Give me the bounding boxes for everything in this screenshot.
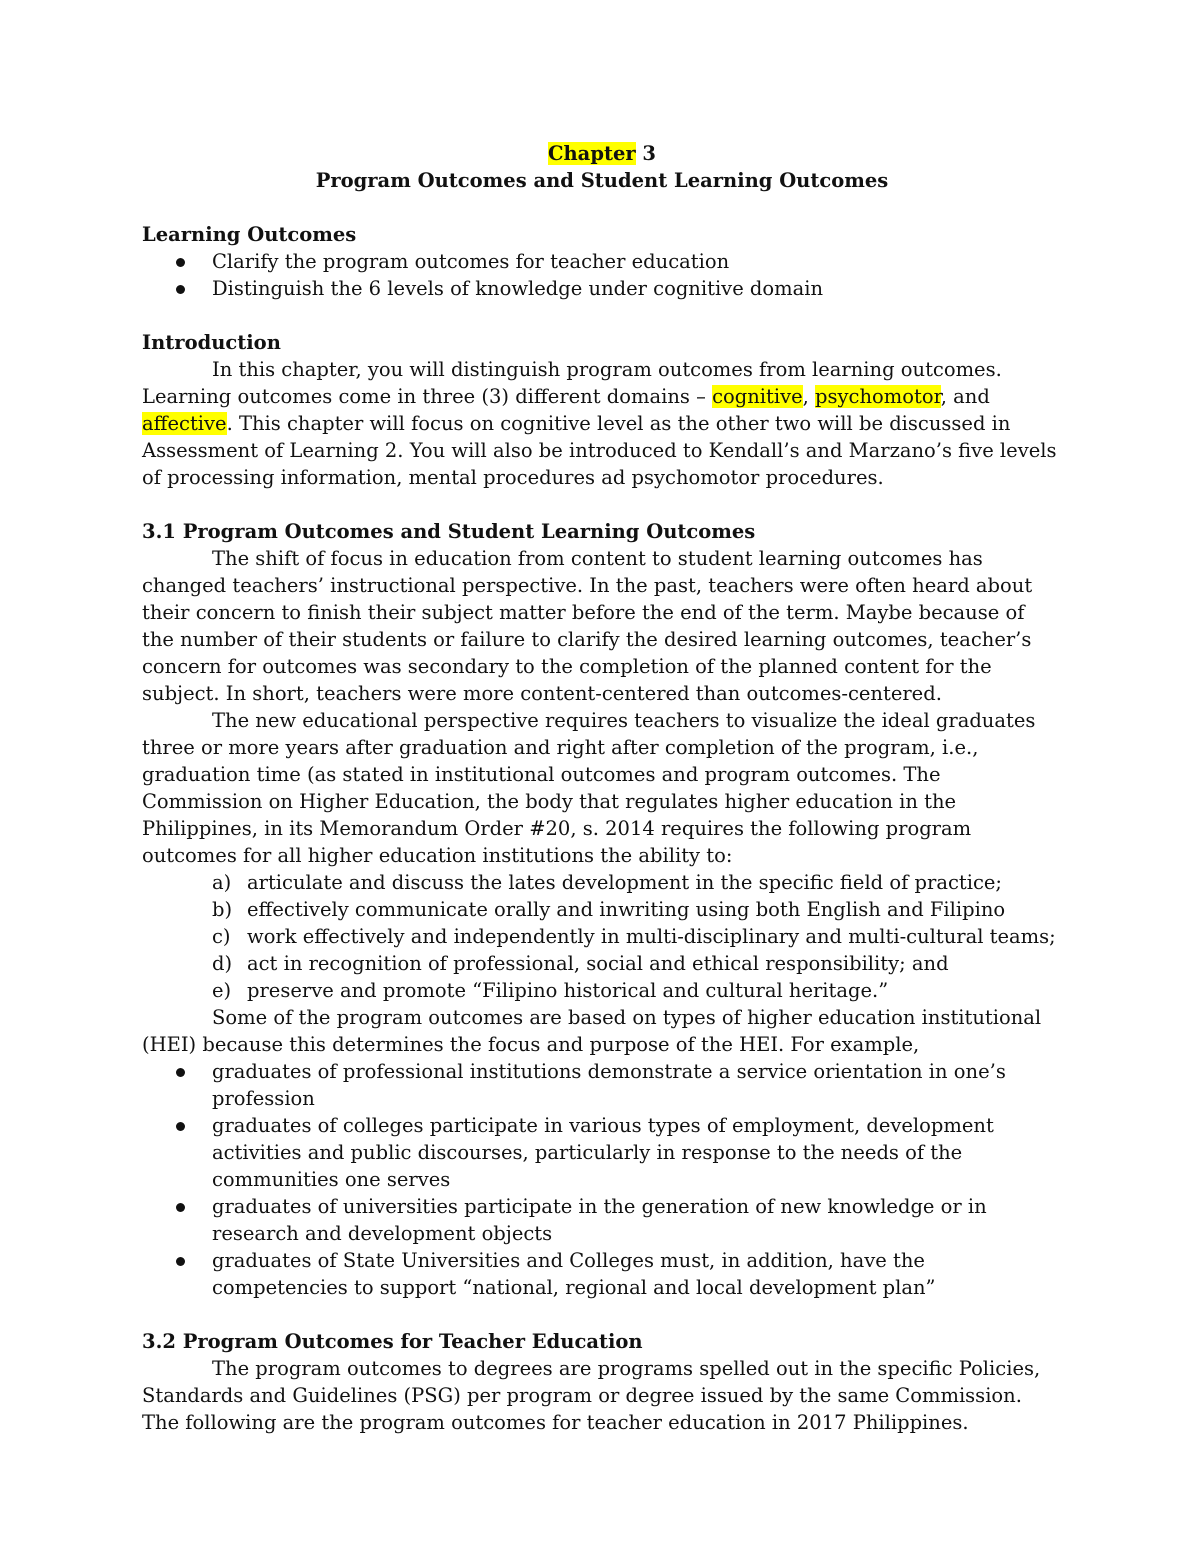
list-item	[142, 869, 1062, 896]
list-item-text: effectively communicate orally and inwriting using both English and Filipino	[247, 898, 1006, 921]
list-item	[142, 977, 1062, 1004]
list-item: graduates of universities participate in the generation of new knowledge or in research and development objects	[142, 1193, 1062, 1247]
list-marker: e)	[212, 979, 232, 1002]
spacer	[142, 302, 1062, 329]
section-3-2-paragraph: The program outcomes to degrees are programs spelled out in the specific Policies, Standards and Guidelines (PSG) per program or degree issued by the same Commission. The following are the program outcomes for teacher education in 2017 Philippines.	[142, 1357, 1041, 1434]
section-3-2-heading: 3.2 Program Outcomes for Teacher Education	[142, 1330, 643, 1353]
list-item-text: articulate and discuss the lates development in the specific field of practice;	[247, 871, 1002, 894]
intro-separator: ,	[802, 385, 816, 408]
list-item: graduates of State Universities and Colleges must, in addition, have the competencies to support “national, regional and local development plan”	[142, 1247, 1062, 1301]
domain-cognitive-highlight: cognitive	[712, 385, 803, 408]
list-item	[142, 896, 1062, 923]
list-item-text: act in recognition of professional, social and ethical responsibility; and	[247, 952, 949, 975]
list-item: Distinguish the 6 levels of knowledge under cognitive domain	[142, 275, 1062, 302]
list-marker: b)	[212, 898, 233, 921]
section-3-1-paragraph: The shift of focus in education from content to student learning outcomes has changed teachers’ instructional perspective. In the past, teachers were often heard about their concern to finish their subject matter before the end of the term. Maybe because of the number of their students or failure to clarify the desired learning outcomes, teacher’s concern for outcomes was secondary to the completion of the planned content for the subject. In short, teachers were more content-centered than outcomes-centered.	[142, 547, 1033, 705]
chapter-title: Program Outcomes and Student Learning Outcomes	[315, 169, 889, 192]
section-3-1-heading: 3.1 Program Outcomes and Student Learning Outcomes	[142, 520, 756, 543]
learning-outcomes-list	[142, 248, 1062, 302]
document-page	[142, 140, 1062, 1436]
section-3-1-paragraph: The new educational perspective requires teachers to visualize the ideal graduates three or more years after graduation and right after completion of the program, i.e., graduation time (as stated in institutional outcomes and program outcomes. The Commission on Higher Education, the body that regulates higher education in the Philippines, in its Memorandum Order #20, s. 2014 requires the following program outcomes for all higher education institutions the ability to:	[142, 709, 1036, 867]
list-item	[142, 923, 1062, 950]
domain-affective-highlight: affective	[142, 412, 227, 435]
hei-examples-list	[142, 1058, 1062, 1301]
list-marker: c)	[212, 925, 231, 948]
intro-text: . This chapter will focus on cognitive level as the other two will be discussed in Assessment of Learning 2. You will also be introduced to Kendall’s and Marzano’s five levels of processing information, mental procedures ad psychomotor procedures.	[142, 412, 1057, 489]
program-outcomes-list	[142, 869, 1062, 1004]
list-item	[142, 950, 1062, 977]
learning-outcomes-heading: Learning Outcomes	[142, 223, 357, 246]
spacer	[142, 1301, 1062, 1328]
spacer	[142, 194, 1062, 221]
intro-text: In this chapter, you will distinguish program outcomes from learning outcomes. Learning outcomes come in three (3) different domains –	[142, 358, 1002, 408]
introduction-heading: Introduction	[142, 331, 281, 354]
list-item-text: preserve and promote “Filipino historical and cultural heritage.”	[247, 979, 889, 1002]
intro-separator: , and	[940, 385, 990, 408]
introduction-paragraph	[142, 356, 1062, 491]
list-item: graduates of professional institutions demonstrate a service orientation in one’s profession	[142, 1058, 1062, 1112]
spacer	[142, 491, 1062, 518]
section-3-1-paragraph: Some of the program outcomes are based on types of higher education institutional (HEI) because this determines the focus and purpose of the HEI. For example,	[142, 1006, 1042, 1056]
chapter-label	[142, 140, 1062, 167]
list-item: Clarify the program outcomes for teacher education	[142, 248, 1062, 275]
list-item: graduates of colleges participate in various types of employment, development activities and public discourses, particularly in response to the needs of the communities one serves	[142, 1112, 1062, 1193]
list-item-text: work effectively and independently in multi-disciplinary and multi-cultural teams;	[247, 925, 1056, 948]
chapter-word-highlight: Chapter	[547, 142, 636, 165]
domain-psychomotor-highlight: psychomotor	[815, 385, 941, 408]
list-marker: a)	[212, 871, 232, 894]
chapter-number: 3	[635, 142, 656, 165]
list-marker: d)	[212, 952, 233, 975]
